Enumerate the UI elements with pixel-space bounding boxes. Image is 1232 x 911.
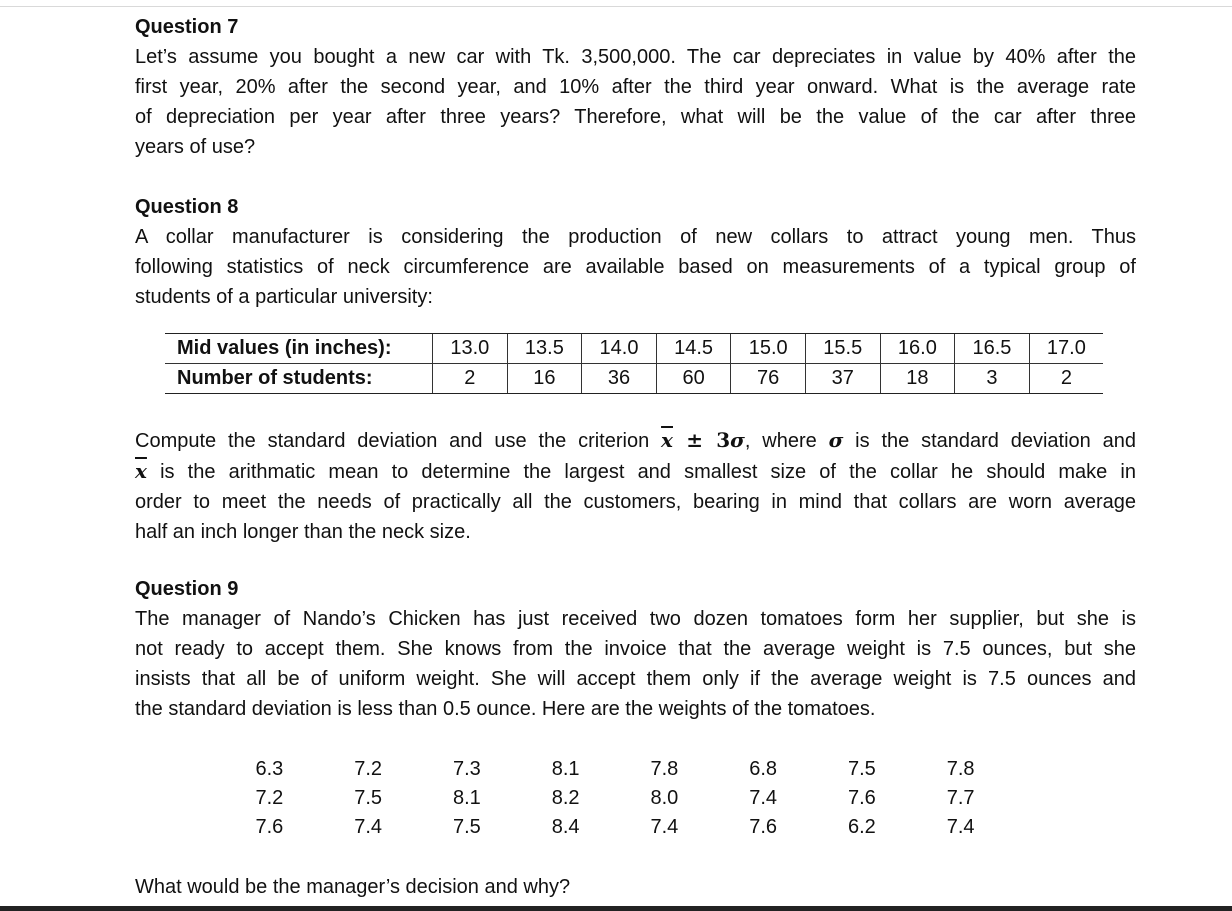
criterion-line — [135, 425, 1136, 456]
criterion-text: is the standard deviation and — [843, 430, 1136, 452]
tomato-weight-cell: 8.1 — [452, 787, 481, 809]
students-cell: 18 — [880, 364, 955, 394]
top-divider — [0, 6, 1232, 7]
students-cell: 76 — [731, 364, 806, 394]
tomato-weight-cell: 8.4 — [551, 816, 580, 838]
tomato-weight-cell: 7.2 — [354, 758, 383, 780]
mid-value-cell: 13.0 — [433, 334, 508, 364]
tomato-row — [220, 784, 1010, 813]
mid-value-cell: 17.0 — [1029, 334, 1103, 364]
tomato-weight-cell: 8.2 — [551, 787, 580, 809]
x-bar-symbol: $\overline{x}$ — [135, 459, 147, 483]
tomato-weight-cell: 7.4 — [650, 816, 679, 838]
mid-value-cell: 16.5 — [955, 334, 1030, 364]
tomato-weight-cell: 7.6 — [847, 787, 876, 809]
criterion-text: , where — [744, 430, 829, 452]
students-cell: 37 — [805, 364, 880, 394]
students-cell: 2 — [433, 364, 508, 394]
mid-value-cell: 14.0 — [582, 334, 657, 364]
tomato-weight-cell: 6.3 — [255, 758, 284, 780]
tomato-weight-cell: 7.5 — [452, 816, 481, 838]
tomato-weight-cell: 7.5 — [354, 787, 383, 809]
mid-values-row — [165, 334, 1103, 364]
question-8-line: following statistics of neck circumference are available based on measurements of a typical group of — [135, 256, 1136, 278]
mid-value-cell: 16.0 — [880, 334, 955, 364]
tomato-weights-table — [220, 755, 1010, 842]
question-7-text — [135, 42, 1136, 162]
question-7-line: years of use? — [135, 136, 256, 158]
tomato-weight-cell: 8.0 — [650, 787, 679, 809]
criterion-line: half an inch longer than the neck size. — [135, 521, 471, 543]
question-9-line: insists that all be of uniform weight. She will accept them only if the average weight is 7.5 ounces and — [135, 668, 1136, 690]
question-8-text — [135, 222, 1136, 312]
tomato-weight-cell: 7.4 — [354, 816, 383, 838]
tomato-weight-cell: 7.8 — [946, 758, 975, 780]
tomato-weight-cell: 7.8 — [650, 758, 679, 780]
bottom-divider — [0, 906, 1232, 911]
mid-values-label: Mid values (in inches): — [165, 334, 433, 364]
criterion-line — [135, 456, 1136, 487]
tomato-row — [220, 755, 1010, 784]
students-cell: 36 — [582, 364, 657, 394]
question-7-heading: Question 7 — [135, 16, 239, 38]
criterion-text: Compute the standard deviation and use the criterion — [135, 430, 662, 452]
question-9-heading: Question 9 — [135, 578, 239, 600]
mid-value-cell: 13.5 — [507, 334, 582, 364]
question-7-line: of depreciation per year after three years? Therefore, what will be the value of the car after three — [135, 106, 1136, 128]
tomato-row — [220, 813, 1010, 842]
question-9-line: not ready to accept them. She knows from the invoice that the average weight is 7.5 ounces, but she — [135, 638, 1136, 660]
tomato-weight-cell: 6.2 — [847, 816, 876, 838]
mid-value-cell: 14.5 — [656, 334, 731, 364]
students-cell: 2 — [1029, 364, 1103, 394]
tomato-weight-cell: 6.8 — [749, 758, 778, 780]
tomato-weight-cell: 7.5 — [847, 758, 876, 780]
tomato-weight-cell: 7.3 — [452, 758, 481, 780]
students-cell: 16 — [507, 364, 582, 394]
question-8-line: A collar manufacturer is considering the production of new collars to attract young men. Thus — [135, 226, 1136, 248]
students-row — [165, 364, 1103, 394]
tomato-weight-cell: 7.4 — [946, 816, 975, 838]
students-label: Number of students: — [165, 364, 433, 394]
neck-circumference-table — [165, 333, 1103, 394]
question-9-text — [135, 604, 1136, 724]
question-9-closing: What would be the manager’s decision and why? — [135, 876, 571, 898]
tomato-weight-cell: 7.7 — [946, 787, 975, 809]
students-cell: 3 — [955, 364, 1030, 394]
question-7-line: Let’s assume you bought a new car with Tk. 3,500,000. The car depreciates in value by 40% after the — [135, 46, 1136, 68]
students-cell: 60 — [656, 364, 731, 394]
sigma-symbol: σ — [828, 428, 844, 452]
criterion-text: is the arithmatic mean to determine the largest and smallest size of the collar he should make in — [146, 461, 1136, 483]
mid-value-cell: 15.0 — [731, 334, 806, 364]
question-9-line: the standard deviation is less than 0.5 ounce. Here are the weights of the tomatoes. — [135, 698, 876, 720]
plus-minus-three: ± 3 — [672, 428, 731, 452]
sigma-symbol: σ — [730, 428, 745, 452]
question-8-heading: Question 8 — [135, 196, 239, 218]
tomato-weight-cell: 8.1 — [551, 758, 580, 780]
question-9-line: The manager of Nando’s Chicken has just received two dozen tomatoes form her supplier, but she is — [135, 608, 1136, 630]
tomato-weight-cell: 7.6 — [255, 816, 284, 838]
question-8-criterion-text — [135, 425, 1136, 547]
tomato-weight-cell: 7.2 — [255, 787, 284, 809]
question-7-line: first year, 20% after the second year, and 10% after the third year onward. What is the average rate — [135, 76, 1136, 98]
tomato-weight-cell: 7.4 — [749, 787, 778, 809]
mid-value-cell: 15.5 — [805, 334, 880, 364]
x-bar-symbol: $\overline{x}$ — [661, 428, 673, 452]
tomato-weight-cell: 7.6 — [749, 816, 778, 838]
criterion-line: order to meet the needs of practically all the customers, bearing in mind that collars are worn average — [135, 491, 1136, 513]
question-8-line: students of a particular university: — [135, 286, 433, 308]
